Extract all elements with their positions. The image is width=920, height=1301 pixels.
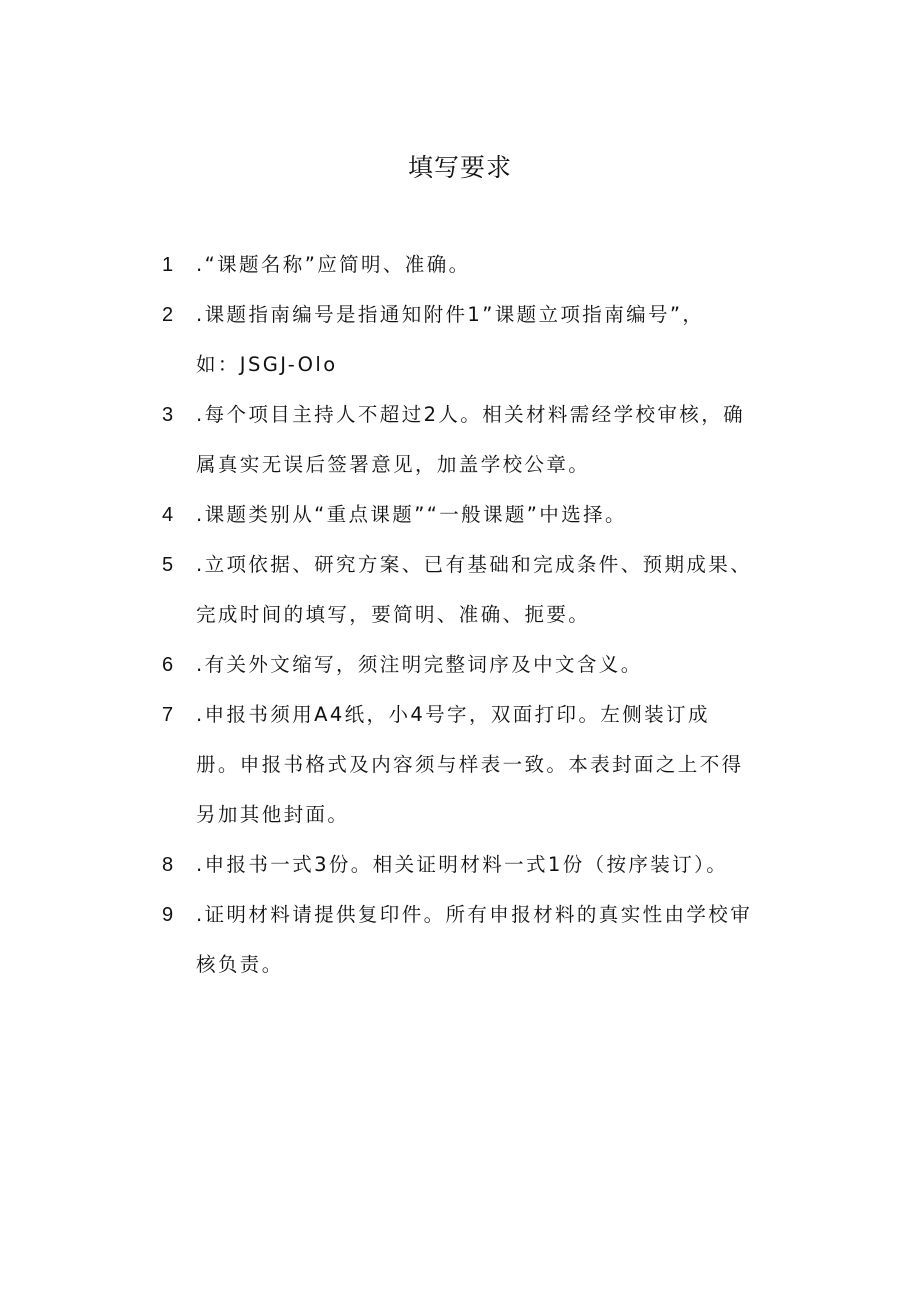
- item-text-line: .课题类别从“重点课题”“一般课题”中选择。: [196, 503, 627, 526]
- item-text-line: .申报书须用A4纸，小4号字，双面打印。左侧装订成: [196, 703, 710, 726]
- item-number: 5: [162, 554, 174, 576]
- item-text-line: .有关外文缩写，须注明完整词序及中文含义。: [196, 653, 643, 676]
- item-text-line: .申报书一式3份。相关证明材料一式1份（按序装订）。: [196, 853, 729, 876]
- item-number: 4: [162, 504, 174, 526]
- item-number: 3: [162, 404, 174, 426]
- list-item: [162, 390, 782, 490]
- item-text-line: .证明材料请提供复印件。所有申报材料的真实性由学校审: [196, 903, 753, 926]
- item-number: 1: [162, 254, 174, 276]
- item-number: 9: [162, 904, 174, 926]
- item-text-line: 另加其他封面。: [196, 803, 350, 826]
- item-text-line: .课题指南编号是指通知附件1”课题立项指南编号”，: [196, 303, 705, 326]
- item-text-line: .立项依据、研究方案、已有基础和完成条件、预期成果、: [196, 553, 753, 576]
- item-text-line: 属真实无误后签署意见，加盖学校公章。: [196, 453, 591, 476]
- list-item: [162, 240, 782, 290]
- list-item: [162, 490, 782, 540]
- item-number: 2: [162, 304, 174, 326]
- list-item: [162, 540, 782, 640]
- item-text-line: 册。申报书格式及内容须与样表一致。本表封面之上不得: [196, 753, 744, 776]
- item-text-line: .每个项目主持人不超过2人。相关材料需经学校审核，确: [196, 403, 746, 426]
- item-text-line: 完成时间的填写，要简明、准确、扼要。: [196, 603, 591, 626]
- item-text-line: .“课题名称”应简明、准确。: [196, 253, 471, 276]
- list-item: [162, 840, 782, 890]
- item-number: 7: [162, 704, 174, 726]
- page-title: 填写要求: [407, 153, 512, 182]
- list-item: [162, 690, 782, 840]
- list-item: [162, 290, 782, 390]
- item-number: 8: [162, 854, 174, 876]
- requirements-list: [162, 240, 782, 990]
- list-item: [162, 890, 782, 990]
- item-text-line: 核负责。: [196, 953, 284, 976]
- item-text-line: 如：JSGJ-Olo: [196, 353, 338, 376]
- item-number: 6: [162, 654, 174, 676]
- list-item: [162, 640, 782, 690]
